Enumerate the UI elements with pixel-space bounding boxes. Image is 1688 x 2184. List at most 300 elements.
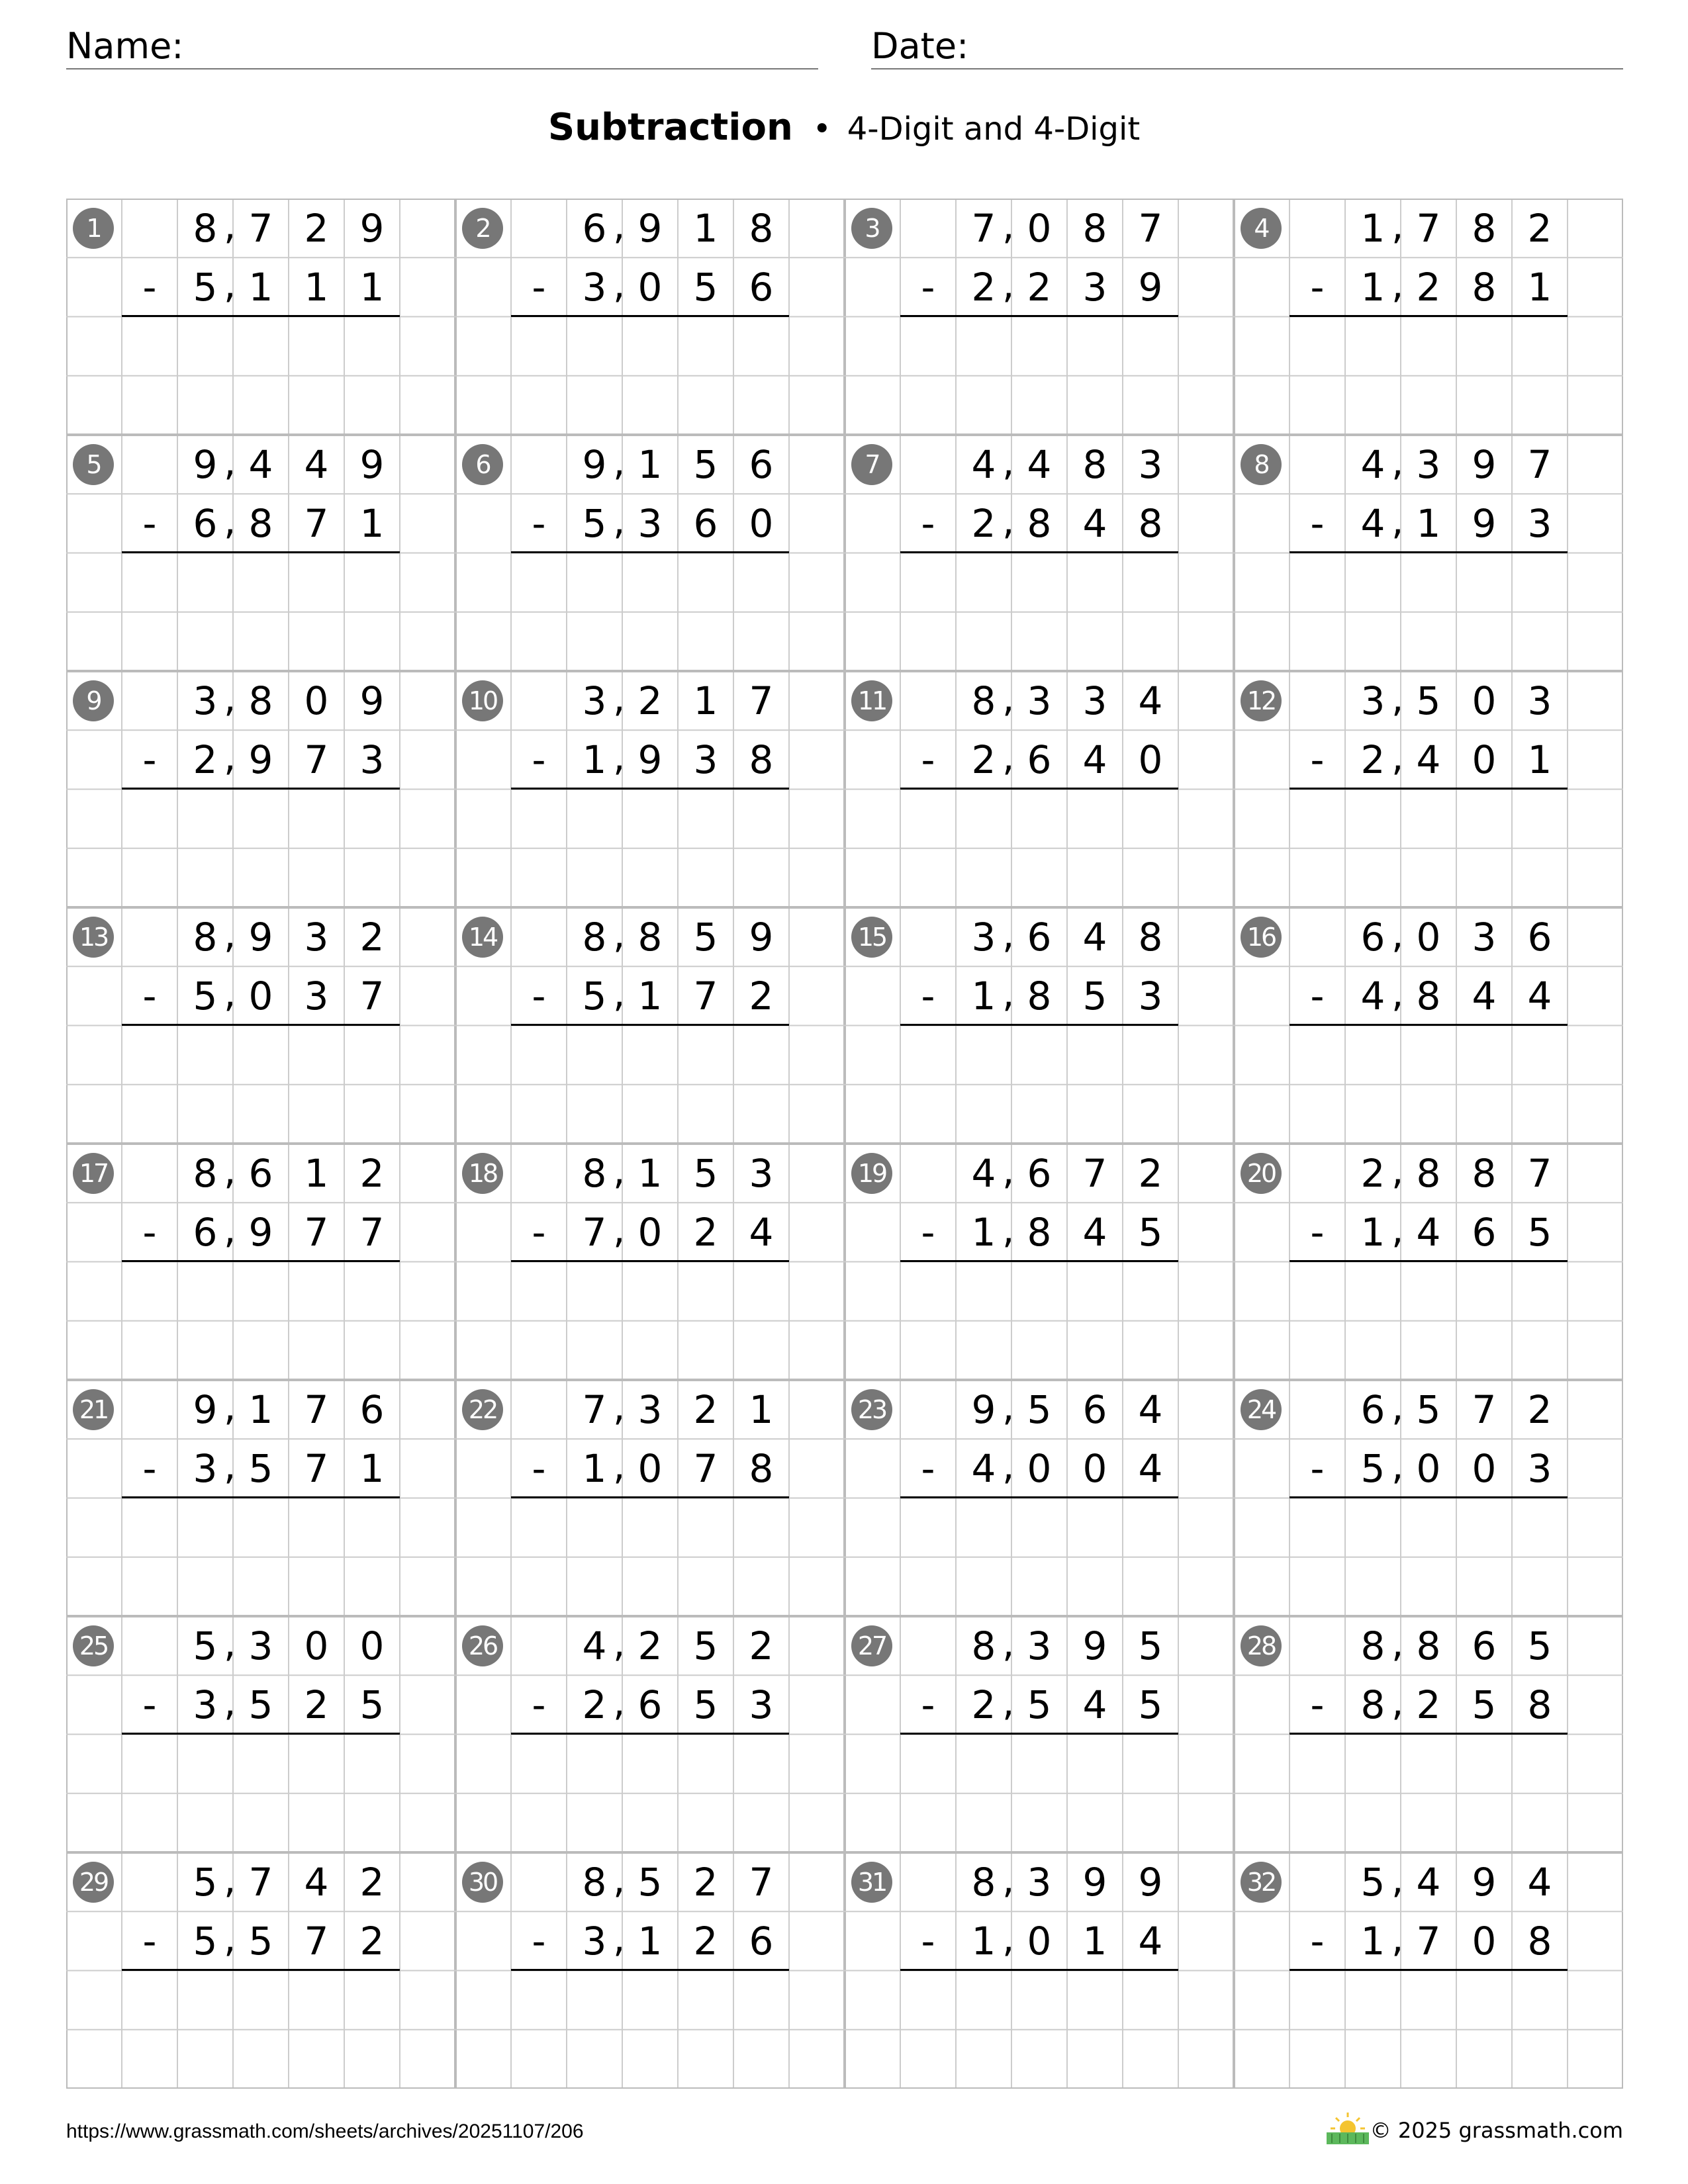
subtrahend [1345, 966, 1568, 1025]
minuend [1345, 1380, 1568, 1439]
minus-sign: - [921, 1918, 935, 1964]
digit: 8 [193, 205, 218, 251]
answer-area[interactable] [511, 318, 789, 430]
digit: 8 [1082, 441, 1107, 487]
digit: 7 [304, 1918, 329, 1964]
minuend [567, 1852, 789, 1911]
digit: 2 [693, 1859, 718, 1905]
problem-number-badge: 27 [851, 1625, 892, 1666]
answer-area[interactable] [1289, 554, 1568, 666]
subtrahend [567, 1911, 789, 1970]
problem-5 [66, 435, 455, 671]
subtrahend [567, 730, 789, 789]
answer-area[interactable] [900, 1026, 1178, 1139]
minus-sign: - [1310, 500, 1325, 546]
problem-number-badge: 11 [851, 680, 892, 721]
digit: 1 [1527, 264, 1552, 310]
thousands-separator: , [613, 676, 626, 721]
answer-area[interactable] [511, 790, 789, 903]
minuend [177, 1380, 400, 1439]
digit: 6 [1527, 914, 1552, 960]
minus-sign: - [532, 737, 546, 782]
digit: 6 [193, 500, 218, 546]
answer-area[interactable] [900, 790, 1178, 903]
digit: 2 , [1002, 262, 1052, 310]
digit: 5 [582, 973, 607, 1019]
minus-sign: - [532, 1682, 546, 1727]
digit: 2 [693, 1209, 718, 1255]
answer-area[interactable] [511, 554, 789, 666]
digit: 4 , [224, 439, 273, 487]
digit: 8 [1360, 1682, 1385, 1727]
digit: 6 [693, 500, 718, 546]
digit: 7 [582, 1387, 607, 1432]
minuend [956, 1380, 1178, 1439]
subtrahend [956, 730, 1178, 789]
digit: 3 [193, 1682, 218, 1727]
thousands-separator: , [613, 1680, 626, 1725]
date-label: Date: [871, 25, 969, 67]
minuend [177, 907, 400, 966]
answer-area[interactable] [1289, 318, 1568, 430]
digit: 8 [1472, 1150, 1497, 1196]
minuend [1345, 671, 1568, 730]
problem-11 [845, 671, 1234, 907]
answer-rule [1289, 1260, 1568, 1262]
minuend [956, 1144, 1178, 1203]
digit: 7 [1472, 1387, 1497, 1432]
answer-rule [122, 551, 400, 553]
problem-number-badge: 24 [1241, 1389, 1282, 1430]
digit: 0 [1472, 1918, 1497, 1964]
digit: 7 [359, 1209, 385, 1255]
digit: 3 [1138, 973, 1163, 1019]
digit: 6 , [1002, 1148, 1052, 1196]
digit: 8 [1082, 205, 1107, 251]
answer-area[interactable] [122, 790, 400, 903]
digit: 4 [971, 1150, 996, 1196]
digit: 3 [1082, 678, 1107, 723]
digit: 1 [971, 1209, 996, 1255]
problem-number-badge: 3 [851, 208, 892, 249]
problem-number-badge: 29 [73, 1862, 114, 1903]
digit: 8 , [1391, 971, 1441, 1019]
digit: 0 , [1002, 1916, 1052, 1964]
answer-area[interactable] [511, 1263, 789, 1375]
thousands-separator: , [1002, 735, 1015, 780]
minus-sign: - [532, 1445, 546, 1491]
digit: 1 [693, 205, 718, 251]
answer-area[interactable] [900, 1972, 1178, 2084]
digit: 5 , [224, 1443, 273, 1491]
digit: 4 [1360, 973, 1385, 1019]
problem-number-badge: 23 [851, 1389, 892, 1430]
subtrahend [956, 494, 1178, 553]
answer-area[interactable] [122, 1499, 400, 1612]
problem-number-badge: 1 [73, 208, 114, 249]
digit: 8 , [224, 676, 273, 723]
problem-number-badge: 17 [73, 1153, 114, 1194]
digit: 4 , [1391, 1857, 1441, 1905]
digit: 4 [304, 441, 329, 487]
digit: 5 , [1391, 676, 1441, 723]
problem-31 [845, 1852, 1234, 2089]
digit: 5 [1082, 973, 1107, 1019]
digit: 0 [749, 500, 774, 546]
problem-29 [66, 1852, 455, 2089]
digit: 8 [749, 737, 774, 782]
problem-number-badge: 12 [1241, 680, 1282, 721]
minus-sign: - [532, 1209, 546, 1255]
digit: 3 , [613, 498, 663, 546]
digit: 0 , [1002, 1443, 1052, 1491]
digit: 7 , [224, 1857, 273, 1905]
subtrahend [177, 730, 400, 789]
subtrahend [567, 257, 789, 316]
digit: 3 , [1002, 1621, 1052, 1668]
digit: 3 [582, 1918, 607, 1964]
digit: 3 [1527, 678, 1552, 723]
answer-area[interactable] [122, 318, 400, 430]
digit: 5 [693, 441, 718, 487]
answer-rule [1289, 788, 1568, 790]
digit: 3 , [1391, 439, 1441, 487]
answer-area[interactable] [1289, 1026, 1568, 1139]
problem-10 [455, 671, 845, 907]
digit: 8 , [1391, 1148, 1441, 1196]
digit: 2 [1360, 1150, 1385, 1196]
digit: 4 [1138, 678, 1163, 723]
digit: 8 [971, 678, 996, 723]
problem-20 [1234, 1144, 1623, 1380]
thousands-separator: , [224, 1916, 236, 1961]
digit: 1 [359, 1445, 385, 1491]
problem-number-badge: 22 [462, 1389, 503, 1430]
digit: 6 , [613, 1680, 663, 1727]
thousands-separator: , [1391, 1385, 1404, 1430]
digit: 8 [582, 914, 607, 960]
digit: 0 [1082, 1445, 1107, 1491]
digit: 8 [582, 1859, 607, 1905]
answer-area[interactable] [1289, 1263, 1568, 1375]
thousands-separator: , [1002, 439, 1015, 484]
digit: 5 , [1002, 1680, 1052, 1727]
problem-17 [66, 1144, 455, 1380]
digit: 4 [1082, 500, 1107, 546]
problem-6 [455, 435, 845, 671]
digit: 6 [1360, 914, 1385, 960]
answer-area[interactable] [122, 1263, 400, 1375]
minus-sign: - [1310, 1445, 1325, 1491]
digit: 9 [1138, 264, 1163, 310]
minus-sign: - [921, 264, 935, 310]
digit: 5 [1527, 1623, 1552, 1668]
problem-26 [455, 1616, 845, 1852]
digit: 4 [1472, 973, 1497, 1019]
minuend [1345, 1144, 1568, 1203]
digit: 7 , [1391, 203, 1441, 251]
minus-sign: - [1310, 264, 1325, 310]
digit: 6 , [224, 1148, 273, 1196]
subtrahend [956, 257, 1178, 316]
answer-area[interactable] [122, 554, 400, 666]
digit: 8 [1360, 1623, 1385, 1668]
answer-area[interactable] [1289, 1735, 1568, 1848]
digit: 0 [1138, 737, 1163, 782]
problem-1 [66, 199, 455, 435]
thousands-separator: , [224, 912, 236, 957]
digit: 5 [193, 1623, 218, 1668]
minuend [177, 199, 400, 257]
digit: 0 [304, 1623, 329, 1668]
digit: 4 [1360, 500, 1385, 546]
answer-area[interactable] [900, 1499, 1178, 1612]
digit: 6 [1360, 1387, 1385, 1432]
digit: 9 [1138, 1859, 1163, 1905]
thousands-separator: , [613, 1443, 626, 1488]
title-bullet: • [812, 111, 831, 148]
digit: 9 , [224, 735, 273, 782]
minuend [567, 671, 789, 730]
answer-rule [122, 788, 400, 790]
digit: 1 , [1391, 498, 1441, 546]
digit: 1 [1360, 205, 1385, 251]
thousands-separator: , [1391, 1621, 1404, 1666]
thousands-separator: , [1002, 1857, 1015, 1902]
digit: 4 [1082, 737, 1107, 782]
digit: 5 [193, 1918, 218, 1964]
name-line[interactable] [66, 68, 818, 69]
digit: 6 , [1002, 912, 1052, 960]
thousands-separator: , [1391, 1857, 1404, 1902]
problem-27 [845, 1616, 1234, 1852]
digit: 2 , [1391, 1680, 1441, 1727]
problem-30 [455, 1852, 845, 2089]
problem-14 [455, 907, 845, 1144]
digit: 4 [1360, 441, 1385, 487]
digit: 5 [359, 1682, 385, 1727]
thousands-separator: , [224, 1207, 236, 1252]
answer-area[interactable] [1289, 1499, 1568, 1612]
problem-number-badge: 8 [1241, 444, 1282, 485]
digit: 0 , [613, 262, 663, 310]
thousands-separator: , [224, 1443, 236, 1488]
answer-area[interactable] [122, 1972, 400, 2084]
digit: 8 [1138, 914, 1163, 960]
minus-sign: - [921, 973, 935, 1019]
digit: 4 [1138, 1918, 1163, 1964]
digit: 3 [1472, 914, 1497, 960]
minus-sign: - [921, 1682, 935, 1727]
answer-area[interactable] [511, 1735, 789, 1848]
answer-rule [1289, 1733, 1568, 1735]
digit: 2 [359, 914, 385, 960]
minus-sign: - [532, 973, 546, 1019]
minuend [567, 199, 789, 257]
thousands-separator: , [613, 1857, 626, 1902]
thousands-separator: , [613, 1148, 626, 1193]
problem-12 [1234, 671, 1623, 907]
digit: 8 [1527, 1918, 1552, 1964]
thousands-separator: , [1391, 498, 1404, 543]
answer-area[interactable] [900, 554, 1178, 666]
digit: 7 [304, 1445, 329, 1491]
digit: 5 [193, 264, 218, 310]
problem-number-badge: 31 [851, 1862, 892, 1903]
digit: 2 [359, 1150, 385, 1196]
digit: 5 [582, 500, 607, 546]
problem-number-badge: 30 [462, 1862, 503, 1903]
subtrahend [567, 494, 789, 553]
digit: 7 [971, 205, 996, 251]
digit: 2 [749, 1623, 774, 1668]
digit: 9 [193, 441, 218, 487]
answer-rule [900, 315, 1178, 317]
digit: 2 [193, 737, 218, 782]
minuend [177, 671, 400, 730]
digit: 5 [1360, 1445, 1385, 1491]
thousands-separator: , [1002, 912, 1015, 957]
digit: 4 , [1391, 735, 1441, 782]
digit: 0 [359, 1623, 385, 1668]
thousands-separator: , [1002, 676, 1015, 721]
digit: 9 [1472, 500, 1497, 546]
digit: 0 , [224, 971, 273, 1019]
answer-area[interactable] [511, 1026, 789, 1139]
digit: 9 [359, 441, 385, 487]
digit: 5 , [224, 1916, 273, 1964]
digit: 6 [582, 205, 607, 251]
digit: 9 [193, 1387, 218, 1432]
digit: 8 , [1002, 971, 1052, 1019]
digit: 7 , [1391, 1916, 1441, 1964]
digit: 9 [359, 678, 385, 723]
answer-area[interactable] [511, 1972, 789, 2084]
answer-rule [900, 1733, 1178, 1735]
thousands-separator: , [1391, 1148, 1404, 1193]
problem-32 [1234, 1852, 1623, 2089]
answer-area[interactable] [122, 1026, 400, 1139]
answer-area[interactable] [122, 1735, 400, 1848]
digit: 7 [582, 1209, 607, 1255]
digit: 8 [749, 1445, 774, 1491]
thousands-separator: , [224, 1680, 236, 1725]
digit: 8 [582, 1150, 607, 1196]
problem-number-badge: 6 [462, 444, 503, 485]
digit: 5 [1360, 1859, 1385, 1905]
name-label: Name: [66, 25, 184, 67]
title-main: Subtraction [547, 106, 793, 149]
answer-rule [900, 1024, 1178, 1026]
digit: 3 [193, 1445, 218, 1491]
digit: 5 [1527, 1209, 1552, 1255]
digit: 6 [359, 1387, 385, 1432]
answer-area[interactable] [900, 1735, 1178, 1848]
minus-sign: - [142, 264, 157, 310]
digit: 1 [1527, 737, 1552, 782]
answer-area[interactable] [1289, 790, 1568, 903]
worksheet-title [0, 106, 1688, 149]
minus-sign: - [1310, 1918, 1325, 1964]
digit: 9 [971, 1387, 996, 1432]
answer-rule [1289, 315, 1568, 317]
subtrahend [956, 1675, 1178, 1734]
digit: 1 [693, 678, 718, 723]
footer-copyright: © 2025 grassmath.com [1370, 2118, 1623, 2143]
problem-23 [845, 1380, 1234, 1616]
thousands-separator: , [224, 735, 236, 780]
digit: 8 , [224, 498, 273, 546]
thousands-separator: , [224, 1148, 236, 1193]
digit: 3 [304, 973, 329, 1019]
thousands-separator: , [224, 1385, 236, 1430]
minuend [1345, 199, 1568, 257]
thousands-separator: , [224, 1621, 236, 1666]
footer-url[interactable]: https://www.grassmath.com/sheets/archives/20251107/206 [66, 2120, 584, 2142]
digit: 2 [1527, 205, 1552, 251]
digit: 2 [304, 205, 329, 251]
date-line[interactable] [871, 68, 1623, 69]
digit: 3 [1527, 1445, 1552, 1491]
digit: 5 , [1391, 1385, 1441, 1432]
problem-25 [66, 1616, 455, 1852]
problem-19 [845, 1144, 1234, 1380]
digit: 3 , [1002, 1857, 1052, 1905]
problem-number-badge: 14 [462, 917, 503, 958]
answer-rule [511, 1496, 789, 1498]
minus-sign: - [532, 264, 546, 310]
answer-area[interactable] [900, 318, 1178, 430]
minuend [177, 1616, 400, 1675]
digit: 5 [693, 1682, 718, 1727]
subtrahend [177, 1439, 400, 1498]
digit: 9 , [224, 912, 273, 960]
answer-area[interactable] [900, 1263, 1178, 1375]
subtrahend [956, 1439, 1178, 1498]
digit: 8 , [613, 912, 663, 960]
digit: 2 [693, 1918, 718, 1964]
minuend [567, 435, 789, 494]
problem-18 [455, 1144, 845, 1380]
digit: 3 , [613, 1385, 663, 1432]
minus-sign: - [142, 973, 157, 1019]
digit: 0 , [1391, 1443, 1441, 1491]
digit: 2 [359, 1918, 385, 1964]
digit: 2 [1527, 1387, 1552, 1432]
digit: 2 , [613, 676, 663, 723]
minus-sign: - [532, 500, 546, 546]
thousands-separator: , [1391, 1443, 1404, 1488]
digit: 8 [1138, 500, 1163, 546]
digit: 1 [304, 1150, 329, 1196]
digit: 2 [971, 264, 996, 310]
minus-sign: - [142, 1682, 157, 1727]
thousands-separator: , [224, 262, 236, 307]
digit: 0 , [1391, 912, 1441, 960]
answer-rule [900, 788, 1178, 790]
digit: 3 [1082, 264, 1107, 310]
answer-area[interactable] [511, 1499, 789, 1612]
thousands-separator: , [224, 676, 236, 721]
problem-number-badge: 18 [462, 1153, 503, 1194]
thousands-separator: , [1002, 1385, 1015, 1430]
digit: 1 [582, 1445, 607, 1491]
thousands-separator: , [1002, 498, 1015, 543]
digit: 4 [1082, 1209, 1107, 1255]
subtrahend [1345, 1911, 1568, 1970]
answer-area[interactable] [1289, 1972, 1568, 2084]
digit: 1 [971, 973, 996, 1019]
